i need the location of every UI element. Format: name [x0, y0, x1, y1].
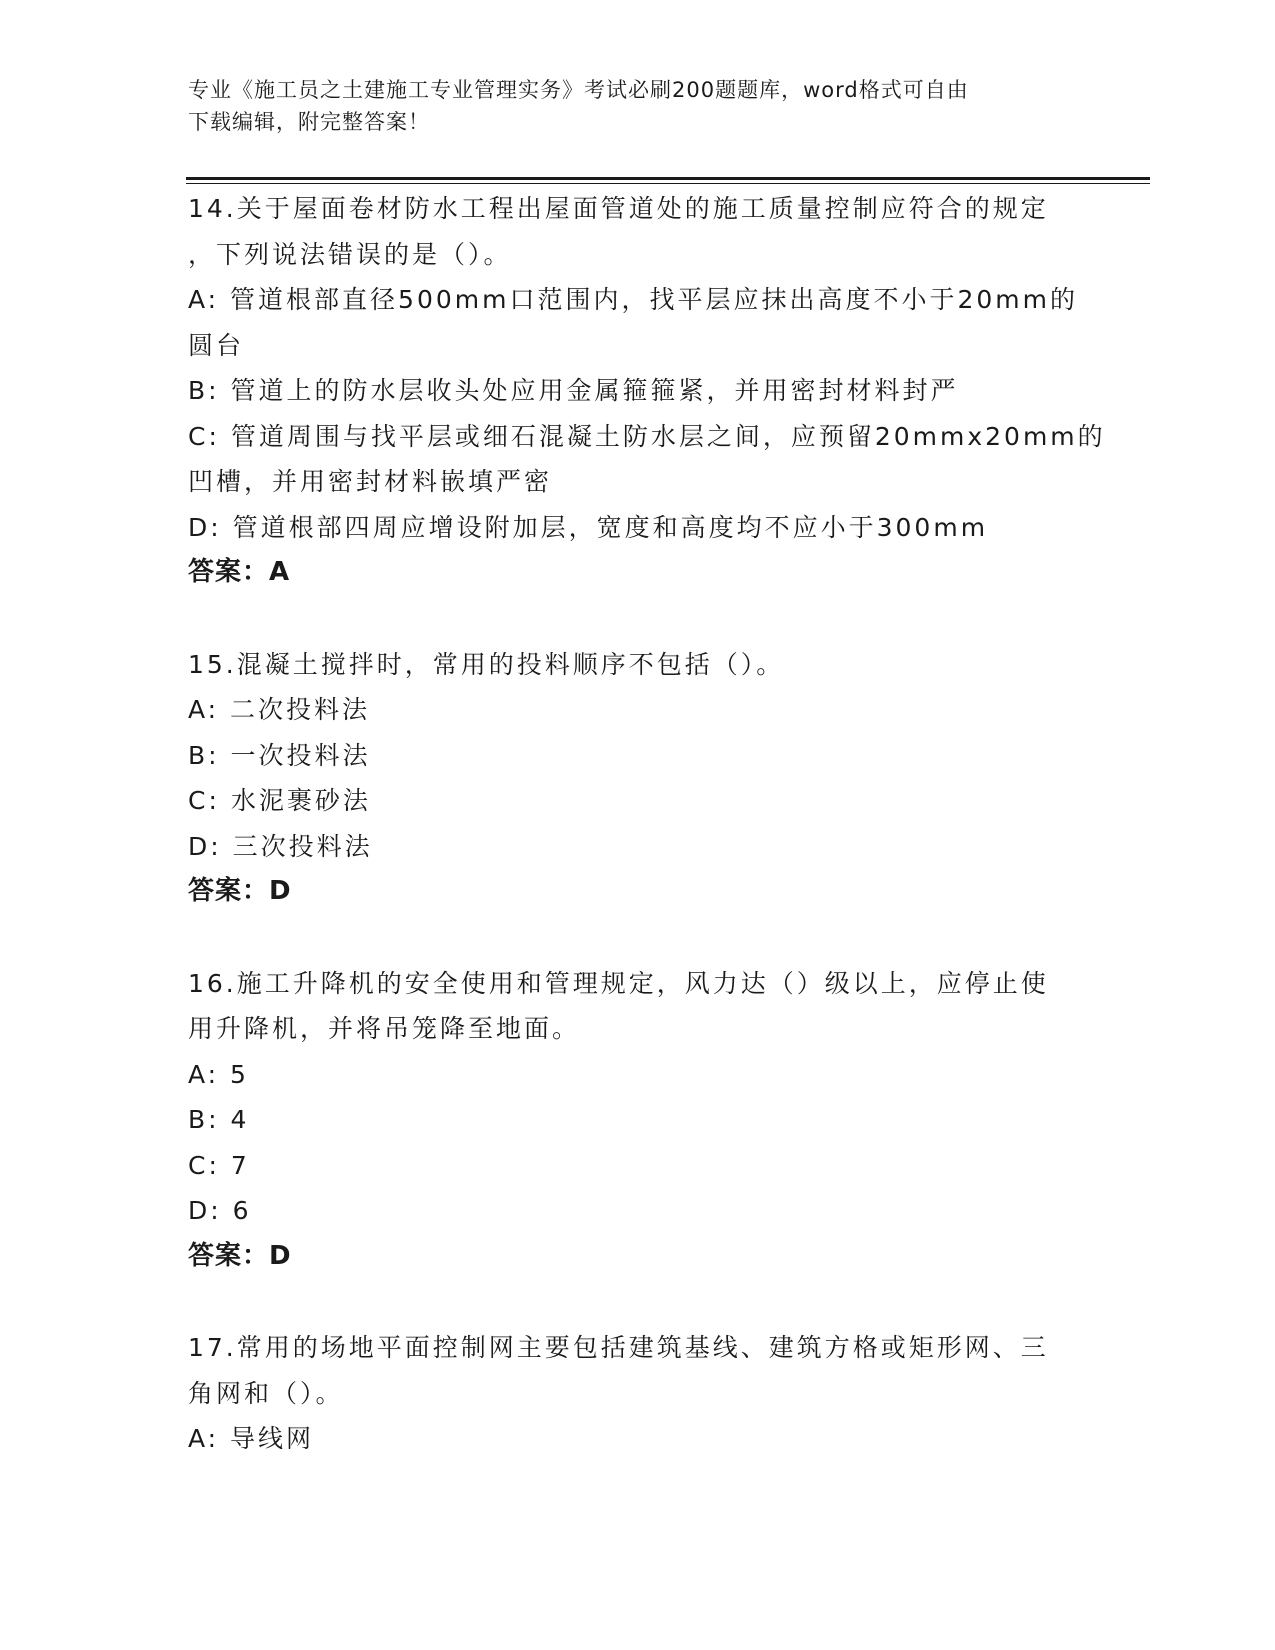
- option-a-continued: 圆台: [188, 330, 245, 360]
- option-b: B: 一次投料法: [188, 740, 371, 770]
- option-d: D: 6: [188, 1196, 252, 1225]
- header-divider-thin: [186, 183, 1150, 184]
- answer-line: 答案：A: [188, 557, 291, 587]
- option-c: C: 水泥裹砂法: [188, 786, 371, 815]
- question-item: [188, 1325, 1088, 1462]
- question-stem: ，下列说法错误的是（）。: [188, 239, 512, 269]
- question-stem: 角网和（）。: [188, 1378, 344, 1408]
- option-c: C: 管道周围与找平层或细石混凝土防水层之间，应预留20mmx20mm的: [188, 421, 1106, 451]
- question-stem: 用升降机，并将吊笼降至地面。: [188, 1014, 581, 1043]
- spacer: [188, 1279, 1088, 1325]
- option-b: B: 管道上的防水层收头处应用金属箍箍紧，并用密封材料封严: [188, 376, 959, 405]
- option-b: B: 4: [188, 1105, 250, 1134]
- header-line-1: 专业《施工员之土建施工专业管理实务》考试必刷200题题库，word格式可自由: [188, 78, 969, 102]
- option-d: D: 三次投料法: [188, 831, 373, 861]
- question-item: [188, 186, 1106, 596]
- header-line-2: 下载编辑，附完整答案！: [188, 110, 430, 134]
- spacer: [188, 596, 1088, 642]
- page-header: [188, 74, 1068, 138]
- option-c-continued: 凹槽，并用密封材料嵌填严密: [188, 467, 553, 496]
- question-stem: 14.关于屋面卷材防水工程出屋面管道处的施工质量控制应符合的规定: [188, 194, 1049, 223]
- answer-line: 答案：D: [188, 1240, 292, 1271]
- option-d: D: 管道根部四周应增设附加层，宽度和高度均不应小于300mm: [188, 512, 989, 542]
- question-stem: 16.施工升降机的安全使用和管理规定，风力达（）级以上，应停止使: [188, 968, 1049, 998]
- option-a: A: 导线网: [188, 1424, 315, 1453]
- question-list: [188, 186, 1106, 1462]
- answer-line: 答案：D: [188, 876, 292, 906]
- option-a: A: 管道根部直径500mm口范围内，找平层应抹出高度不小于20mm的: [188, 285, 1078, 314]
- option-c: C: 7: [188, 1150, 250, 1180]
- option-a: A: 5: [188, 1059, 249, 1089]
- spacer: [188, 915, 1088, 961]
- question-item: [188, 642, 1088, 915]
- question-item: [188, 961, 1088, 1280]
- question-stem: 15.混凝土搅拌时，常用的投料顺序不包括（）。: [188, 649, 785, 679]
- header-divider-thick: [186, 177, 1150, 180]
- option-a: A: 二次投料法: [188, 695, 371, 724]
- question-stem: 17.常用的场地平面控制网主要包括建筑基线、建筑方格或矩形网、三: [188, 1333, 1049, 1362]
